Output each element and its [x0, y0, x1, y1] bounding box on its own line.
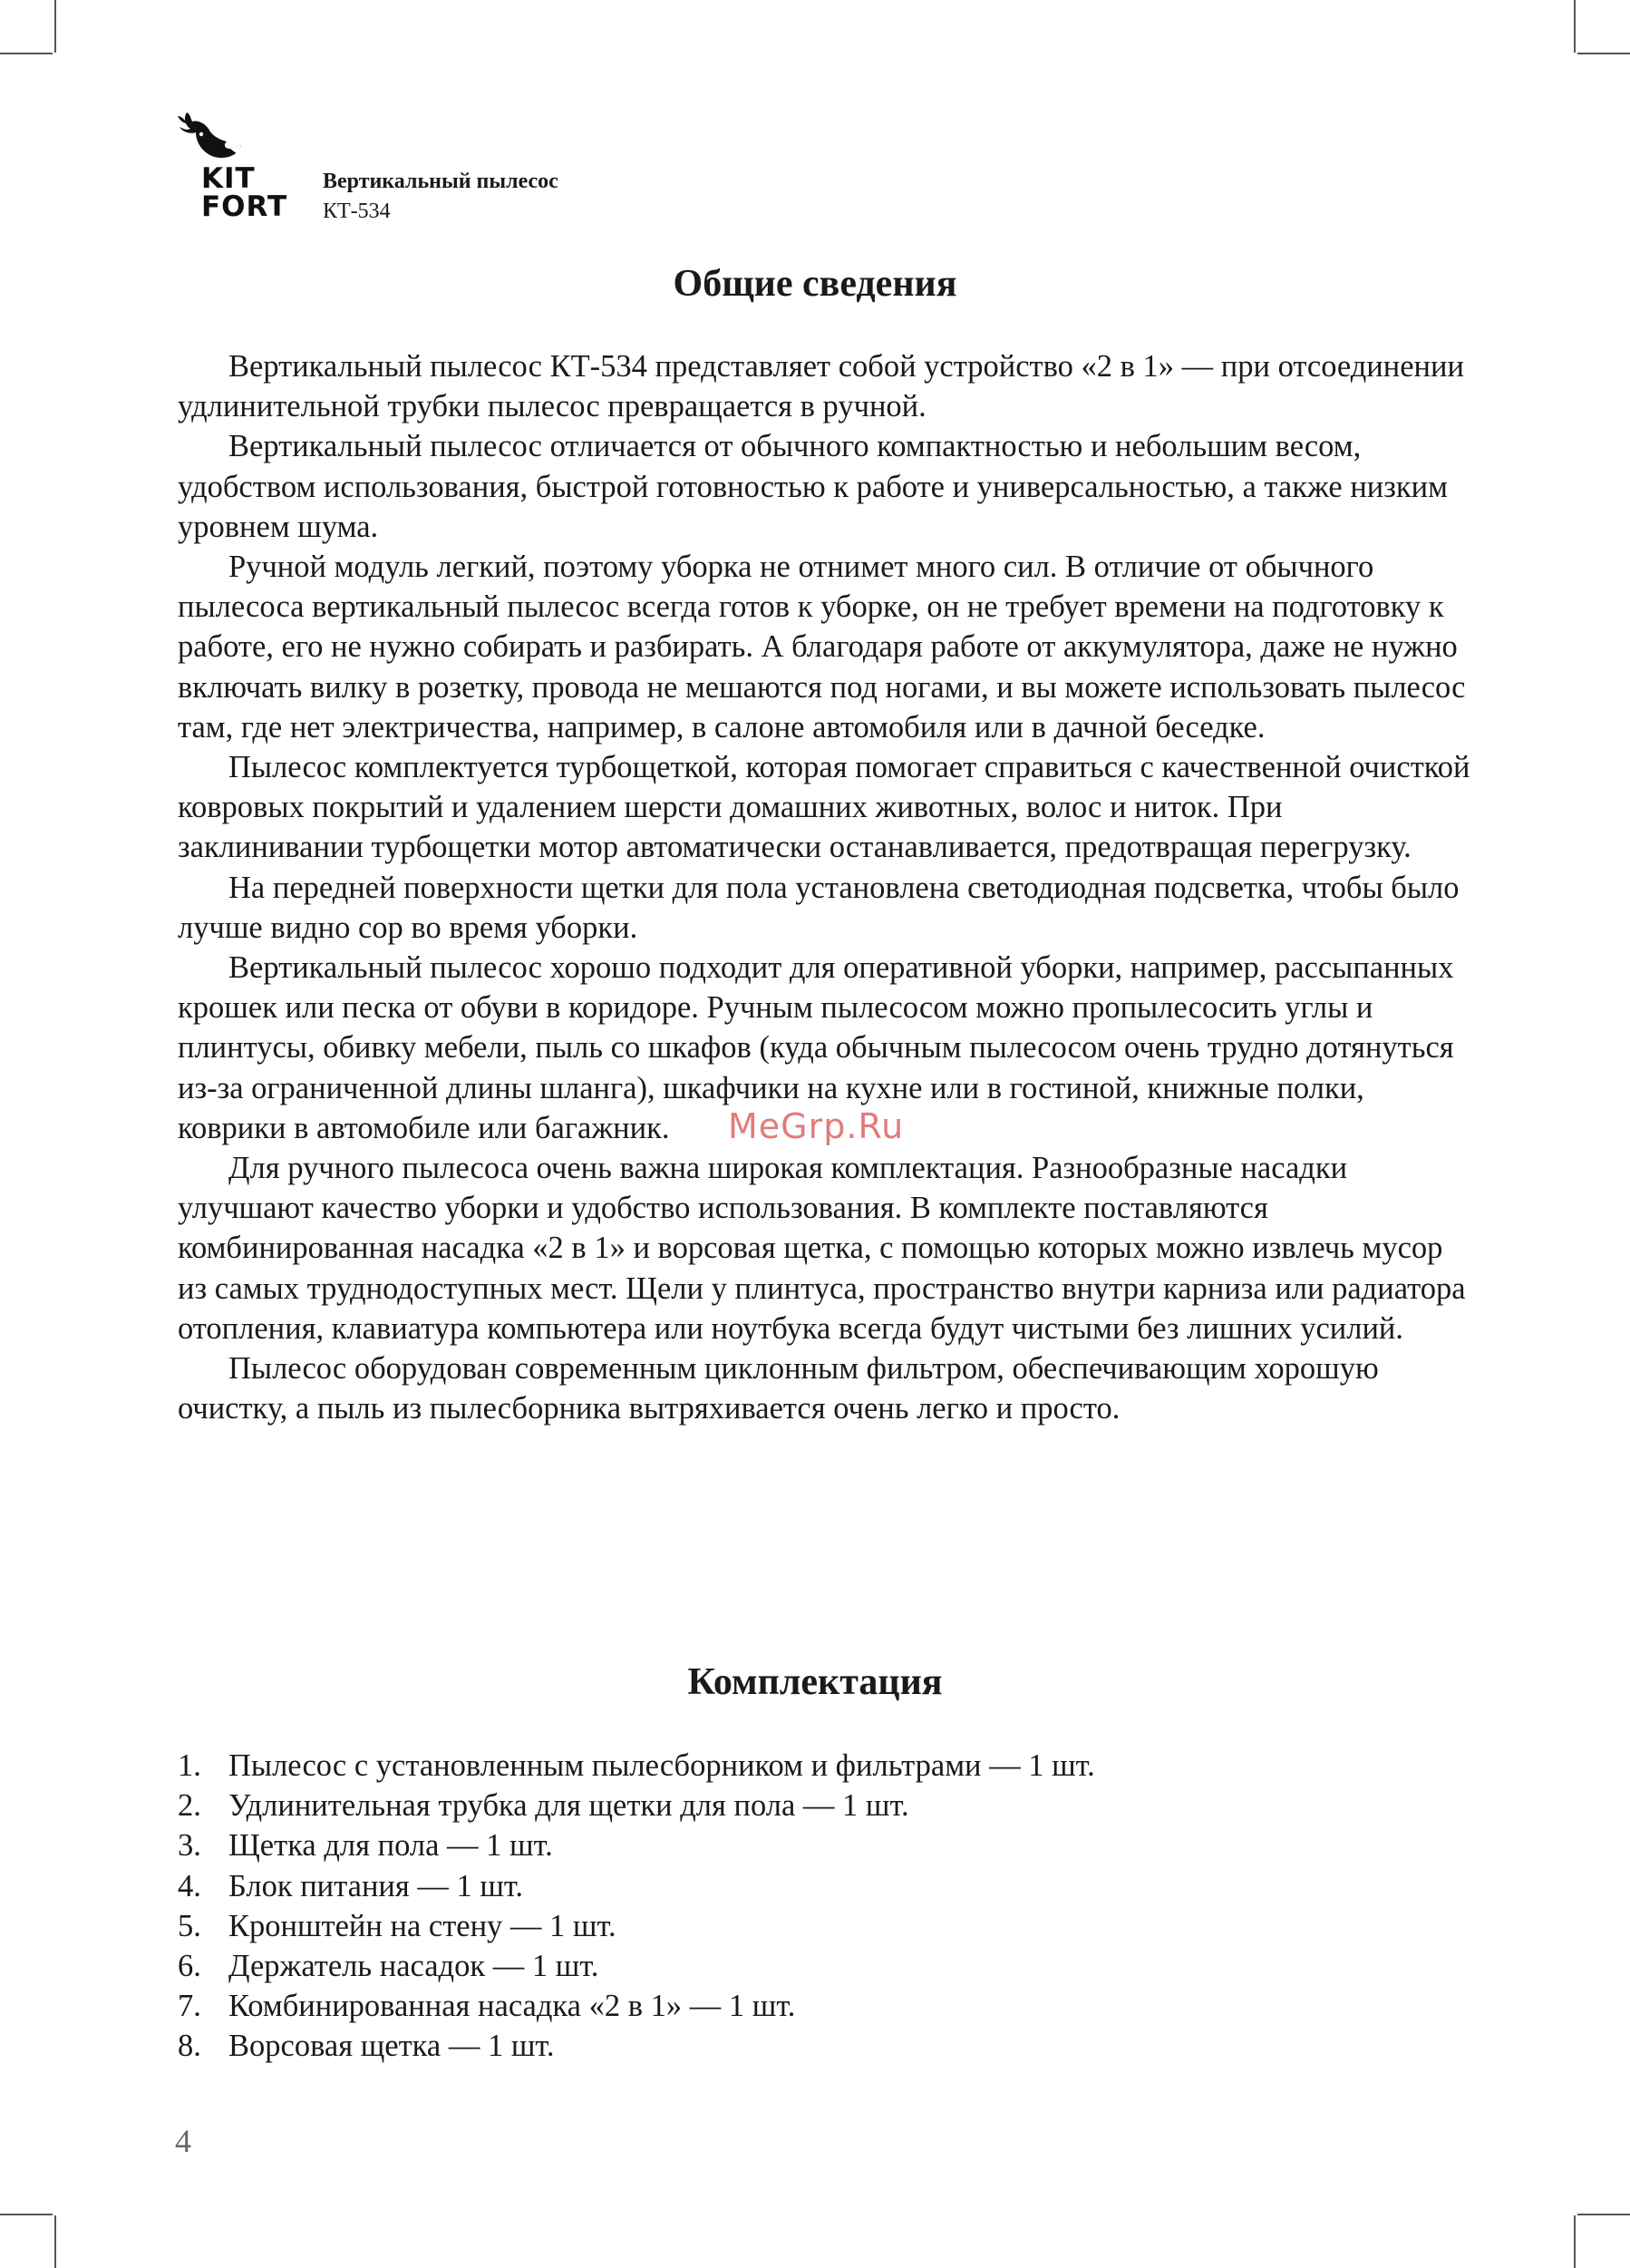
crop-mark: [0, 53, 53, 54]
list-item-text: Блок питания — 1 шт.: [228, 1868, 524, 1903]
paragraph: Вертикальный пылесос хорошо подходит для оперативной уборки, например, рассыпанных крошек или песка от обуви в коридоре. Ручным пылесосом можно пропылесосить углы и плинтусы, обивку мебели, пыль со шкафов (куда обычным пылесосом очень трудно дотянуться из-за ограниченной длины шланга), шкафчики на кухне или в гостиной, книжные полки, коврики в автомобиле или багажник.: [178, 950, 1454, 1145]
crop-mark: [1574, 0, 1576, 53]
list-item-number: 8.: [178, 2029, 201, 2064]
paragraph: На передней поверхности щетки для пола установлена светодиодная подсветка, чтобы было лучше видно сор во время уборки.: [178, 870, 1460, 945]
watermark: MeGrp.Ru: [728, 1106, 905, 1146]
general-info-body: [178, 346, 1474, 1428]
list-item-number: 2.: [178, 1788, 201, 1824]
list-item-text: Пылесос с установленным пылесборником и фильтрами — 1 шт.: [228, 1748, 1095, 1783]
kitfort-logo: [174, 109, 292, 221]
list-item-number: 7.: [178, 1989, 201, 2024]
list-item-text: Кронштейн на стену — 1 шт.: [228, 1908, 616, 1943]
model-number: КТ-534: [323, 200, 391, 223]
list-item-number: 3.: [178, 1828, 201, 1864]
list-item-text: Комбинированная насадка «2 в 1» — 1 шт.: [228, 1989, 796, 2024]
crop-mark: [0, 2214, 53, 2215]
list-item: [178, 1825, 1095, 1865]
list-item: [178, 1746, 1095, 1786]
list-item-text: Щетка для пола — 1 шт.: [228, 1828, 553, 1864]
logo-word-fort: FORT: [201, 190, 288, 223]
crop-mark: [1574, 2215, 1576, 2268]
list-item: [178, 1906, 1095, 1946]
list-item-text: Держатель насадок — 1 шт.: [228, 1949, 599, 1984]
section-title-general: Общие сведения: [673, 263, 957, 305]
paragraph: Пылесос оборудован современным циклонным фильтром, обеспечивающим хорошую очистку, а пыль из пылесборника вытряхивается очень легко и просто.: [178, 1351, 1379, 1426]
paragraph: Ручной модуль легкий, поэтому уборка не отнимет много сил. В отличие от обычного пылесоса вертикальный пылесос всегда готов к уборке, он не требует времени на подготовку к работе, его не нужно собирать и разбирать. А благодаря работе от аккумулятора, даже не нужно включать вилку в розетку, провода не мешаются под ногами, и вы можете использовать пылесос там, где нет электричества, например, в салоне автомобиля или в дачной беседке.: [178, 550, 1466, 745]
list-item-text: Ворсовая щетка — 1 шт.: [228, 2029, 555, 2064]
crop-mark: [1577, 2214, 1630, 2215]
paragraph: Вертикальный пылесос отличается от обычного компактностью и небольшим весом, удобством использования, быстрой готовностью к работе и универсальностью, а также низким уровнем шума.: [178, 429, 1448, 544]
list-item: [178, 2026, 1095, 2066]
list-item-number: 5.: [178, 1908, 201, 1943]
product-title: Вертикальный пылесос: [323, 170, 558, 193]
list-item: [178, 1786, 1095, 1825]
paragraph: Для ручного пылесоса очень важна широкая комплектация. Разнообразные насадки улучшают качество уборки и удобство использования. В комплекте поставляются комбинированная насадка «2 в 1» и ворсовая щетка, с помощью которых можно извлечь мусор из самых труднодоступных мест. Щели у плинтуса, пространство внутри карниза или радиатора отопления, клавиатура компьютера или ноутбука всегда будут чистыми без лишних усилий.: [178, 1151, 1466, 1346]
list-item-number: 1.: [178, 1748, 201, 1783]
list-item: [178, 1946, 1095, 1986]
section-title-contents: Комплектация: [687, 1661, 943, 1703]
crop-mark: [54, 2215, 56, 2268]
list-item: [178, 1866, 1095, 1906]
crop-mark: [1577, 53, 1630, 54]
list-item: [178, 1986, 1095, 2026]
document-header: [323, 167, 558, 227]
list-item-number: 4.: [178, 1868, 201, 1903]
equipment-list: [178, 1746, 1095, 2067]
paragraph: Пылесос комплектуется турбощеткой, которая помогает справиться с качественной очисткой ковровых покрытий и удалением шерсти домашних животных, волос и ниток. При заклинивании турбощетки мотор автоматически останавливается, предотвращая перегрузку.: [178, 750, 1470, 865]
whale-icon: [174, 109, 247, 165]
logo-word-kit: KIT: [201, 162, 256, 195]
page-number: 4: [175, 2123, 191, 2159]
crop-mark: [54, 0, 56, 53]
list-item-number: 6.: [178, 1949, 201, 1984]
paragraph: Вертикальный пылесос КТ-534 представляет собой устройство «2 в 1» — при отсоединении удлинительной трубки пылесос превращается в ручной.: [178, 349, 1464, 424]
list-item-text: Удлинительная трубка для щетки для пола — 1 шт.: [228, 1788, 909, 1824]
